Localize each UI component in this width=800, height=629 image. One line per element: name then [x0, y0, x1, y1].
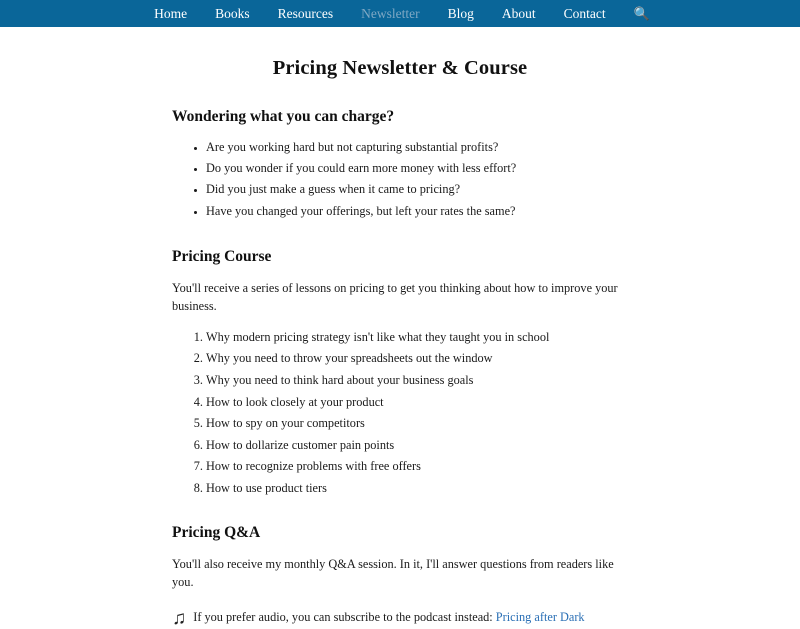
wondering-question-list [172, 138, 628, 220]
podcast-link[interactable]: Pricing after Dark [495, 609, 585, 624]
page-body [0, 57, 800, 629]
podcast-callout [172, 607, 628, 629]
list-item: 5. How to spy on your competitors [206, 414, 628, 433]
list-item: • Have you changed your offerings, but left your rates the same? [206, 202, 628, 221]
list-item: 3. Why you need to think hard about your business goals [206, 371, 628, 390]
music-note-icon: ♫ [172, 608, 187, 629]
nav-item-contact[interactable]: Contact [563, 6, 606, 21]
nav-item-home[interactable]: Home [154, 6, 188, 21]
course-lesson-list [172, 328, 628, 498]
heading-wondering: Wondering what you can charge? [172, 108, 395, 125]
list-item: 4. How to look closely at your product [206, 393, 628, 412]
list-item: 6. How to dollarize customer pain points [206, 436, 628, 455]
heading-pricing-qanda: Pricing Q&A [172, 523, 261, 541]
nav-item-newsletter[interactable]: Newsletter [361, 6, 420, 21]
course-intro-text: You'll receive a series of lessons on pricing to get you thinking about how to improve your business. [172, 281, 618, 314]
list-item: • Did you just make a guess when it came to pricing? [206, 180, 628, 199]
list-item: 2. Why you need to throw your spreadsheets out the window [206, 349, 628, 368]
search-icon[interactable]: 🔍 [633, 6, 650, 21]
list-item: 1. Why modern pricing strategy isn't like what they taught you in school [206, 328, 628, 347]
page-title: Pricing Newsletter & Course [272, 57, 528, 79]
list-item: • Are you working hard but not capturing substantial profits? [206, 138, 628, 157]
list-item: • Do you wonder if you could earn more money with less effort? [206, 159, 628, 178]
nav-item-resources[interactable]: Resources [277, 6, 334, 21]
qanda-intro-text: You'll also receive my monthly Q&A session. In it, I'll answer questions from readers like you. [172, 556, 614, 589]
nav-item-books[interactable]: Books [215, 6, 250, 21]
podcast-text-label: If you prefer audio, you can subscribe to the podcast instead: [193, 609, 496, 624]
podcast-text [193, 609, 584, 627]
nav-item-about[interactable]: About [501, 6, 536, 21]
nav-item-blog[interactable]: Blog [447, 6, 474, 21]
list-item: 8. How to use product tiers [206, 479, 628, 498]
list-item: 7. How to recognize problems with free offers [206, 457, 628, 476]
main-navigation [0, 0, 800, 27]
heading-pricing-course: Pricing Course [172, 248, 272, 266]
content-column [172, 57, 628, 629]
